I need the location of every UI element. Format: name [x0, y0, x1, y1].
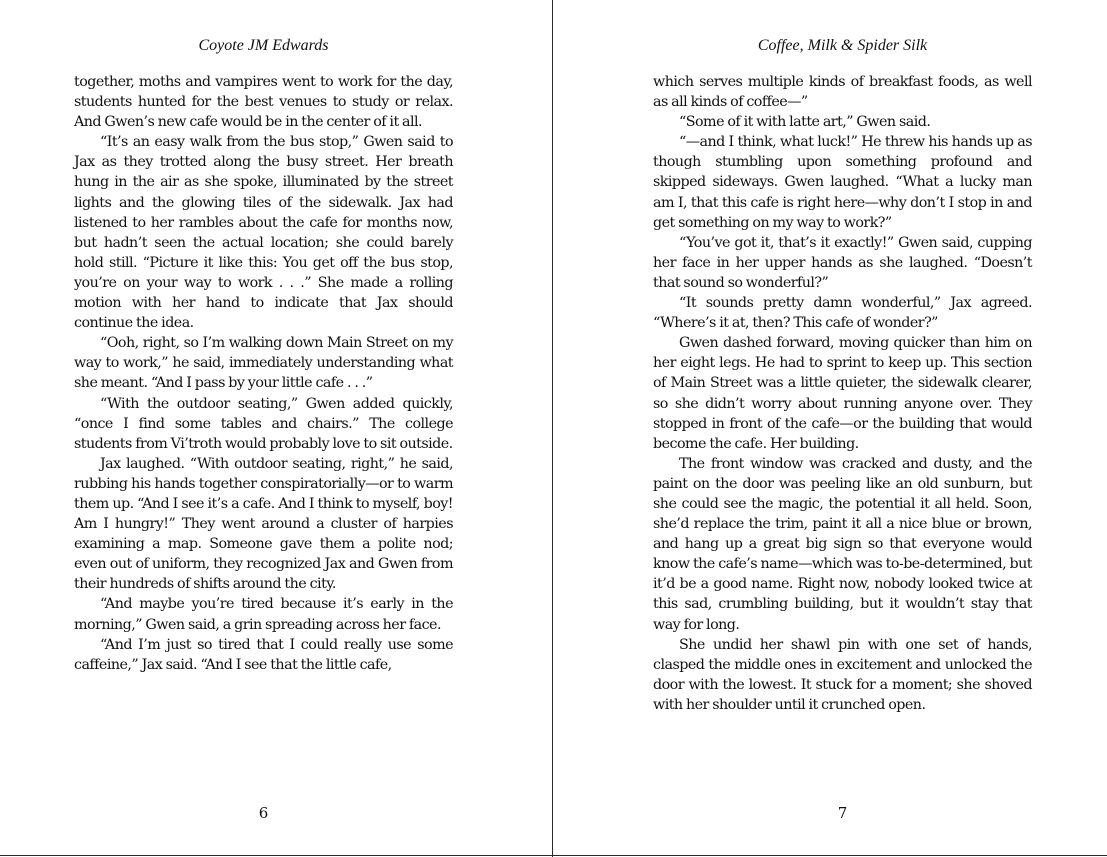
paragraph: She undid her shawl pin with one set of hands, clasped the middle ones in excitement and unlocked the door with the lowest. It stuck for a moment; she shoved with her shoulder until it crunched open. [653, 636, 1032, 713]
paragraph: Jax laughed. “With outdoor seating, right,” he said, rubbing his hands together conspiratorially—or to warm them up. “And I see it’s a cafe. And I think to myself, boy! Am I hungry!” They went around a cluster of harpies examining a map. Someone gave them a polite nod; even out of uniform, they recognized Jax and Gwen from their hundreds of shifts around the city. [74, 455, 453, 593]
paragraph: The front window was cracked and dusty, and the paint on the door was peeling like an old sunburn, but she could see the magic, the potential it all held. Soon, she’d replace the trim, paint it all a nice blue or brown, and hang up a great big sign so that everyone would know the cafe’s name—which was to-be-determined, but it’d be a good name. Right now, nobody looked twice at this sad, crumbling building, but it wouldn’t stay that way for long. [653, 455, 1032, 633]
page-gutter-divider [552, 0, 553, 857]
paragraph: “It sounds pretty damn wonderful,” Jax agreed. “Where’s it at, then? This cafe of wonder?” [653, 295, 1032, 332]
left-page-body [74, 72, 453, 675]
paragraph: which serves multiple kinds of breakfast foods, as well as all kinds of coffee—” [653, 74, 1032, 111]
paragraph: together, moths and vampires went to work for the day, students hunted for the best venues to study or relax. And Gwen’s new cafe would be in the center of it all. [74, 74, 453, 131]
paragraph: “With the outdoor seating,” Gwen added quickly, “once I find some tables and chairs.” The college students from Vi’troth would probably love to sit outside. [74, 395, 453, 452]
paragraph: “Ooh, right, so I’m walking down Main Street on my way to work,” he said, immediately understanding what she meant. “And I pass by your little cafe . . .” [74, 335, 453, 392]
right-page-body [653, 72, 1032, 715]
paragraph: “It’s an easy walk from the bus stop,” Gwen said to Jax as they trotted along the busy street. Her breath hung in the air as she spoke, illuminated by the street lights and the glowing tiles of the sidewalk. Jax had listened to her rambles about the cafe for months now, but hadn’t seen the actual location; she could barely hold still. “Picture it like this: You get off the bus stop, you’re on your way to work . . .” She made a rolling motion with her hand to indicate that Jax should continue the idea. [74, 134, 453, 332]
right-running-head: Coffee, Milk & Spider Silk [757, 37, 928, 54]
left-page [74, 0, 453, 857]
bottom-edge-rule [0, 855, 1107, 856]
paragraph: “—and I think, what luck!” He threw his hands up as though stumbling upon something profound and skipped sideways. Gwen laughed. “What a lucky man am I, that this cafe is right here—why don’t I stop in and get something on my way to work?” [653, 134, 1032, 231]
paragraph: “And I’m just so tired that I could really use some caffeine,” Jax said. “And I see that the little cafe, [74, 636, 453, 673]
left-running-head: Coyote JM Edwards [198, 37, 329, 54]
paragraph: “Some of it with latte art,” Gwen said. [679, 114, 931, 131]
right-page [653, 0, 1032, 857]
paragraph: “You’ve got it, that’s it exactly!” Gwen said, cupping her face in her upper hands as she laughed. “Doesn’t that sound so wonderful?” [653, 234, 1032, 291]
paragraph: Gwen dashed forward, moving quicker than him on her eight legs. He had to sprint to keep up. This section of Main Street was a little quieter, the sidewalk clearer, so she didn’t worry about running anyone over. They stopped in front of the cafe—or the building that would become the cafe. Her building. [653, 335, 1032, 452]
paragraph: “And maybe you’re tired because it’s early in the morning,” Gwen said, a grin spreading across her face. [74, 596, 453, 633]
left-page-number: 6 [258, 804, 269, 822]
right-page-number: 7 [837, 804, 848, 822]
